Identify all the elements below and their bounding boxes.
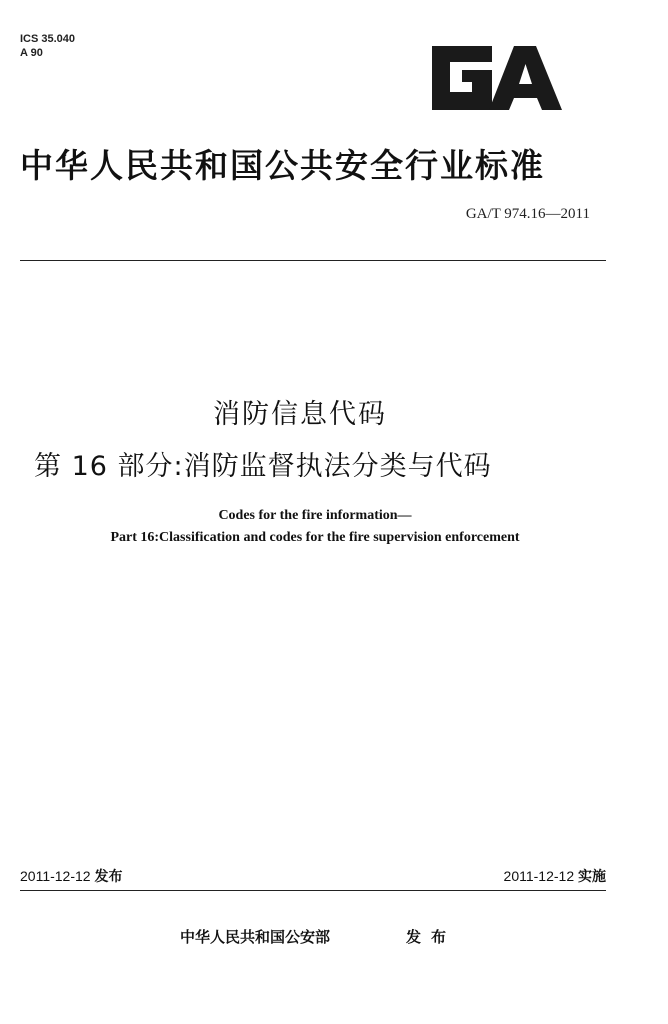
issue-label: 发布 [94,868,123,884]
issue-date-block [20,866,122,886]
ga-logo-letter-g [432,46,492,110]
ics-code: ICS 35.040 [20,33,76,45]
implement-label: 实施 [578,868,606,884]
ga-logo [426,38,566,114]
ga-logo-letter-a [489,46,562,110]
ga-logo-graphic [426,38,566,114]
chinese-title-line2: 第 16 部分:消防监督执法分类与代码 [34,451,492,482]
issue-date: 2011-12-12 [20,868,91,884]
english-title-line1: Codes for the fire information— [218,508,412,523]
issuer-action: 发布 [406,928,457,946]
standard-category-title: 中华人民共和国公共安全行业标准 [20,146,545,185]
bottom-divider [20,890,606,891]
implement-date: 2011-12-12 [503,868,575,884]
implement-date-block [504,866,606,886]
standard-number: GA/T 974.16—2011 [465,206,590,222]
english-title-line2: Part 16:Classification and codes for the fire supervision enforcement [110,530,520,545]
classification-codes [20,32,75,60]
top-divider [20,260,606,261]
ccs-code: A 90 [20,47,43,59]
issuer-name: 中华人民共和国公安部 [180,928,331,946]
chinese-title-line1: 消防信息代码 [213,399,387,430]
